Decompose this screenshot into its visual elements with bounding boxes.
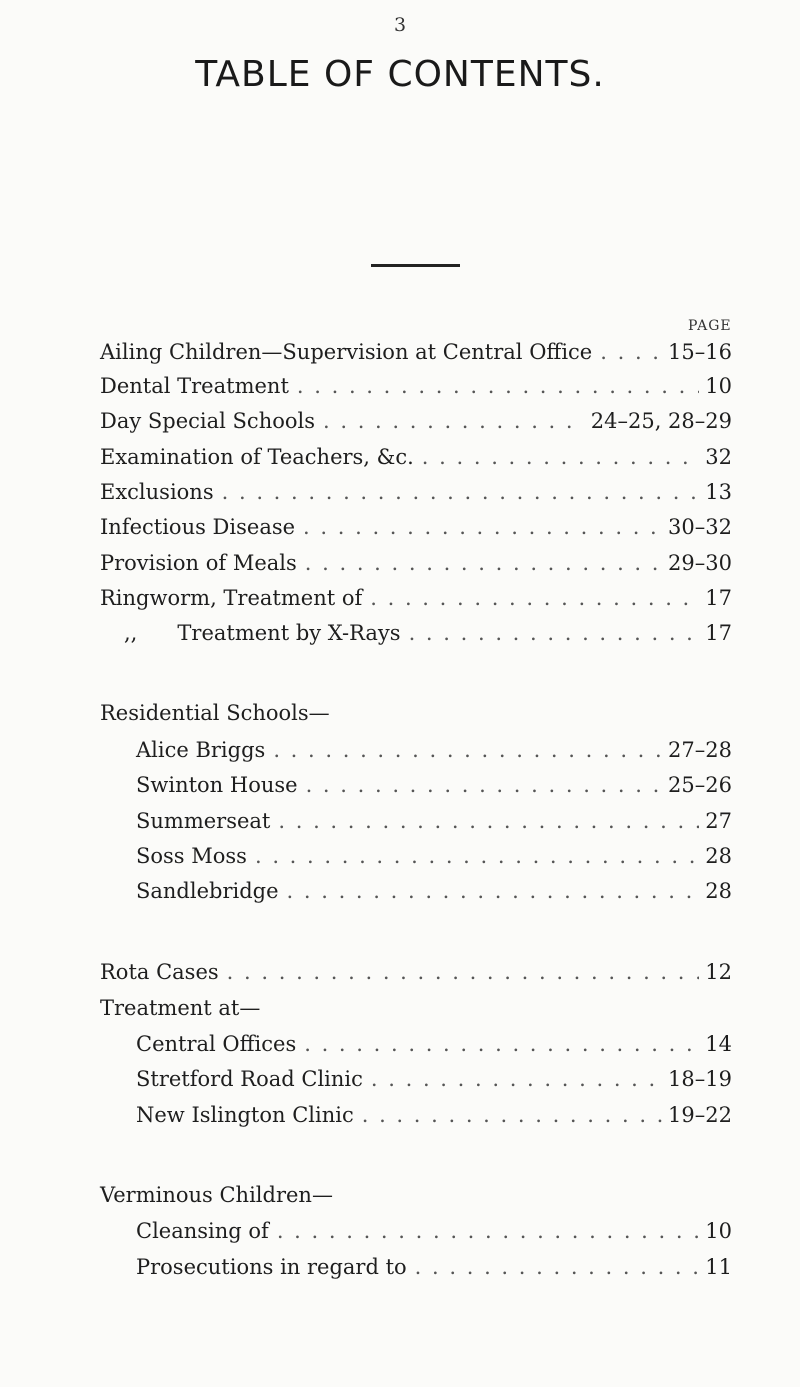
dot-leader [255,843,699,869]
toc-entry[interactable] [136,1102,732,1128]
toc-entry[interactable] [136,737,732,763]
toc-entry-label: Stretford Road Clinic [136,1067,363,1091]
toc-entry-label: Alice Briggs [136,738,266,762]
section-heading-verminous: Verminous Children— [100,1183,333,1207]
toc-entry-page: 28 [705,844,732,868]
toc-entry[interactable] [100,373,732,399]
toc-entry-label: Soss Moss [136,844,247,868]
dot-leader [415,1254,700,1280]
toc-entry[interactable] [136,772,732,798]
dot-leader [362,1102,662,1128]
document-title: TABLE OF CONTENTS. [195,54,605,95]
toc-entry[interactable] [136,878,732,904]
toc-entry-label: Ringworm, Treatment of [100,586,363,610]
toc-entry-label: Central Offices [136,1032,297,1056]
toc-entry[interactable] [136,843,732,869]
toc-entry[interactable] [100,479,732,505]
dot-leader [371,1066,662,1092]
toc-entry-label: Day Special Schools [100,409,315,433]
toc-entry-label: Swinton House [136,773,298,797]
toc-entry-label: Exclusions [100,480,214,504]
toc-entry-label: Infectious Disease [100,515,296,539]
toc-entry-page: 30–32 [668,515,732,539]
dot-leader [600,339,662,365]
section-heading-treatment: Treatment at— [100,996,261,1020]
toc-entry-page: 25–26 [668,773,732,797]
toc-entry-label: ,, Treatment by X-Rays [124,621,401,645]
toc-entry[interactable] [136,808,732,834]
dot-leader [306,772,662,798]
toc-entry[interactable] [124,620,732,646]
dot-leader [409,620,700,646]
dot-leader [305,550,662,576]
toc-entry-label: Rota Cases [100,960,219,984]
dot-leader [422,444,699,470]
toc-entry-label: Prosecutions in regard to [136,1255,407,1279]
toc-entry-label: Summerseat [136,809,271,833]
toc-entry-page: 27–28 [668,738,732,762]
toc-entry-page: 12 [705,960,732,984]
toc-entry-page: 28 [705,879,732,903]
dot-leader [277,1218,699,1244]
toc-entry[interactable] [100,550,732,576]
dot-leader [278,808,699,834]
toc-entry[interactable] [136,1254,732,1280]
toc-entry[interactable] [100,585,732,611]
dot-leader [297,373,699,399]
toc-entry-page: 24–25, 28–29 [590,409,732,433]
toc-entry-page: 29–30 [668,551,732,575]
toc-entry[interactable] [136,1218,732,1244]
toc-entry[interactable] [100,408,732,434]
toc-entry-page: 10 [705,1219,732,1243]
dot-leader [303,514,662,540]
toc-entry-page: 17 [705,586,732,610]
toc-entry-page: 19–22 [668,1103,732,1127]
toc-entry-page: 27 [705,809,732,833]
page-number: 3 [393,14,407,36]
toc-entry[interactable] [136,1066,732,1092]
dot-leader [323,408,585,434]
dot-leader [273,737,662,763]
toc-entry[interactable] [100,514,732,540]
toc-entry-page: 32 [705,445,732,469]
toc-entry-page: 18–19 [668,1067,732,1091]
toc-entry-label: Examination of Teachers, &c. [100,445,414,469]
toc-entry-label: Ailing Children—Supervision at Central Office [100,340,593,364]
dot-leader [287,878,700,904]
toc-entry-page: 17 [705,621,732,645]
page-column-heading: PAGE [688,318,732,334]
toc-entry-label: Sandlebridge [136,879,279,903]
dot-leader [227,959,700,985]
title-rule [371,264,460,267]
toc-entry[interactable] [100,444,732,470]
toc-entry-page: 15–16 [668,340,732,364]
toc-entry-page: 13 [705,480,732,504]
toc-entry-page: 11 [705,1255,732,1279]
toc-entry-label: New Islington Clinic [136,1103,354,1127]
toc-entry-label: Provision of Meals [100,551,297,575]
toc-entry-label: Cleansing of [136,1219,269,1243]
toc-entry-label: Dental Treatment [100,374,289,398]
section-heading-residential: Residential Schools— [100,701,330,725]
dot-leader [370,585,699,611]
toc-entry[interactable] [100,339,732,365]
dot-leader [222,479,700,505]
toc-entry[interactable] [100,959,732,985]
toc-entry-page: 10 [705,374,732,398]
toc-entry[interactable] [136,1031,732,1057]
dot-leader [304,1031,699,1057]
toc-entry-page: 14 [705,1032,732,1056]
